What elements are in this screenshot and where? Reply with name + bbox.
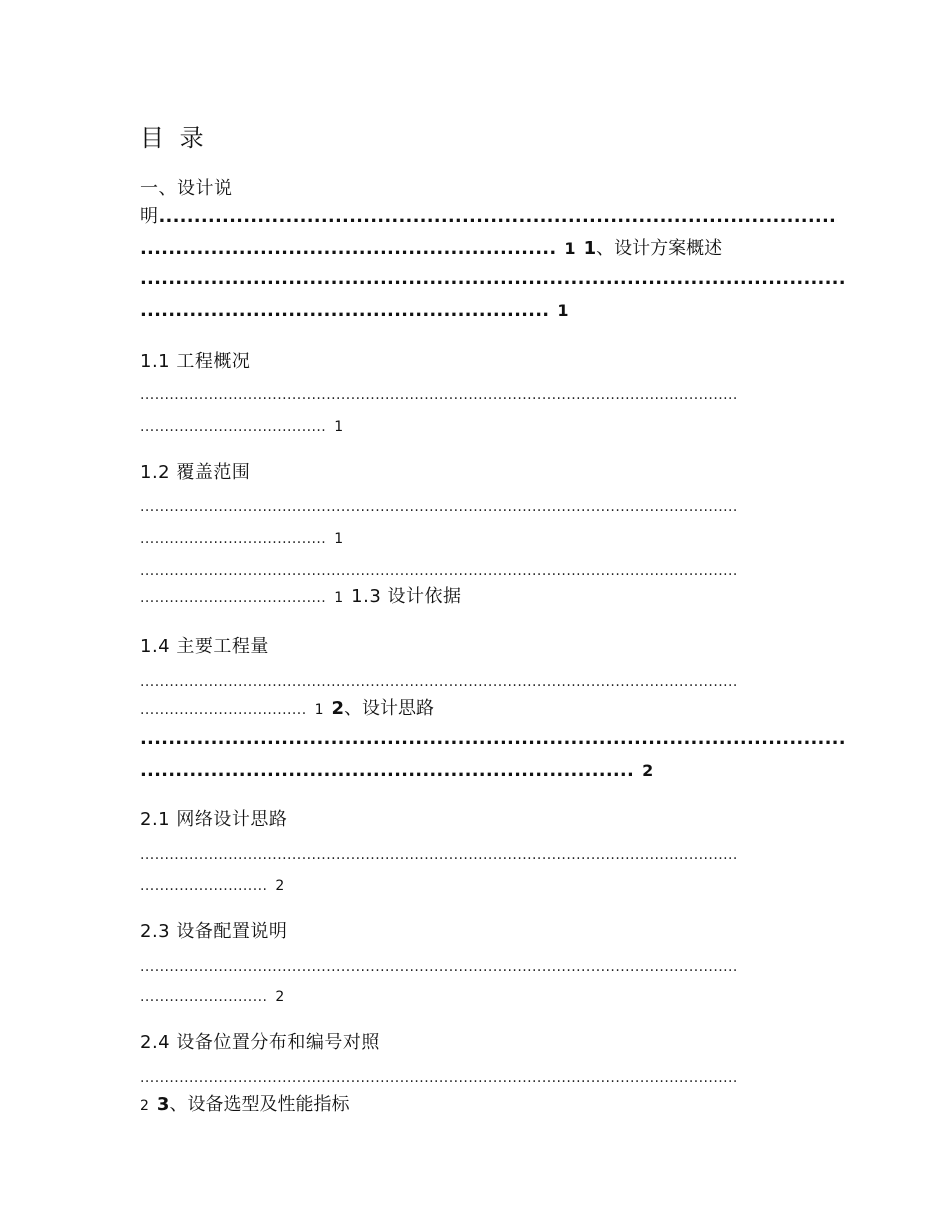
toc-page-row: [140, 877, 284, 893]
page-number: 2: [642, 761, 654, 780]
dot-leader-row: [140, 730, 846, 748]
dot-leader: ......................................: [140, 531, 327, 547]
dot-leader: ..........................: [140, 989, 268, 1005]
toc-entry-network-design[interactable]: 2.1 网络设计思路: [140, 809, 288, 830]
page-number: 1: [334, 419, 344, 435]
dot-leader: ......................................................................: [140, 760, 635, 781]
toc-page-row: [140, 530, 343, 546]
section-number: 3: [156, 1094, 170, 1115]
section-number: 2: [331, 698, 345, 719]
toc-heading: 目 录: [140, 124, 208, 152]
page-number: 2: [140, 1098, 149, 1114]
dot-leader: ................................................................................................: [158, 206, 837, 227]
dot-leader: ..........................................................................................................................: [140, 1070, 738, 1086]
dot-leader-row: [140, 498, 738, 514]
toc-page-row: [140, 418, 343, 434]
toc-entry-design-description-cont[interactable]: [140, 208, 836, 226]
dot-leader-row: [140, 673, 738, 689]
toc-entry-text: 、设备选型及性能指标: [169, 1094, 350, 1115]
toc-entry-design-approach[interactable]: [140, 700, 434, 718]
page-number: 1: [334, 590, 344, 606]
toc-entry-design-plan-overview[interactable]: [140, 240, 722, 258]
page-number: 1: [564, 239, 576, 258]
page-number: 1: [314, 702, 324, 718]
dot-leader: ..........................................................................................................................: [140, 499, 738, 515]
toc-entry-text: 1.3 设计依据: [351, 586, 462, 607]
dot-leader-row: [140, 1069, 738, 1085]
dot-leader: ..........................................................................................................................: [140, 674, 738, 690]
toc-entry-main-workload[interactable]: 1.4 主要工程量: [140, 636, 269, 657]
toc-page-row: [140, 988, 284, 1004]
dot-leader: ..................................: [140, 702, 307, 718]
page-number: 1: [557, 301, 569, 320]
toc-entry-text: 、设计方案概述: [596, 238, 723, 259]
dot-leader-row: [140, 270, 846, 288]
dot-leader: ..........................................................: [140, 300, 550, 321]
dot-leader: ......................................: [140, 419, 327, 435]
page-number: 2: [275, 989, 285, 1005]
toc-entry-design-basis[interactable]: [140, 588, 462, 606]
dot-leader: ...........................................................: [140, 238, 557, 259]
dot-leader: ......................................: [140, 590, 327, 606]
section-number: 1: [583, 238, 597, 259]
toc-entry-design-description[interactable]: 一、设计说: [140, 178, 233, 199]
toc-entry-text: 、设计思路: [344, 698, 435, 719]
dot-leader-row: [140, 562, 738, 578]
toc-entry-coverage-scope[interactable]: 1.2 覆盖范围: [140, 462, 251, 483]
toc-entry-equipment-selection[interactable]: [140, 1096, 349, 1114]
dot-leader: ....................................................................................................: [140, 268, 846, 289]
toc-entry-text: 明: [140, 206, 159, 227]
dot-leader: ..........................................................................................................................: [140, 563, 738, 579]
dot-leader: ....................................................................................................: [140, 728, 846, 749]
dot-leader-row: [140, 846, 738, 862]
dot-leader-row: [140, 958, 738, 974]
dot-leader: ..........................................................................................................................: [140, 847, 738, 863]
dot-leader: ..........................................................................................................................: [140, 387, 738, 403]
dot-leader-row: [140, 386, 738, 402]
toc-page-row: [140, 302, 569, 320]
page-number: 1: [334, 531, 344, 547]
dot-leader: ..........................................................................................................................: [140, 959, 738, 975]
dot-leader: ..........................: [140, 878, 268, 894]
page-number: 2: [275, 878, 285, 894]
toc-entry-project-overview[interactable]: 1.1 工程概况: [140, 351, 251, 372]
toc-entry-equipment-location[interactable]: 2.4 设备位置分布和编号对照: [140, 1032, 380, 1053]
toc-page-row: [140, 762, 653, 780]
toc-entry-equipment-config[interactable]: 2.3 设备配置说明: [140, 921, 288, 942]
